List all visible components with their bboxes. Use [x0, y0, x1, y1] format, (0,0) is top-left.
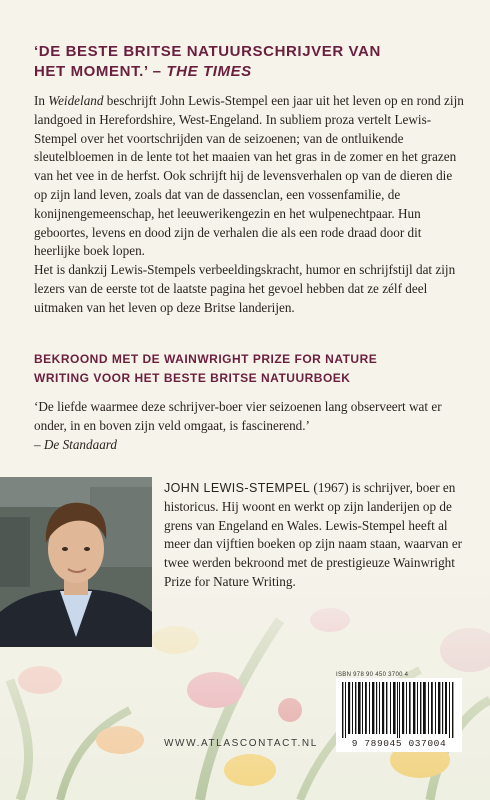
blurb-paragraph-1 — [34, 92, 464, 261]
award-line-2: WRITING VOOR HET BESTE BRITSE NATUURBOEK — [34, 371, 351, 385]
blurb-paragraph-2: Het is dankzij Lewis-Stempels verbeeldingskracht, humor en schrijfstijl dat zijn lezers van de eerste tot de laatste pagina het gevoel hebben dat ze zélf deel uitmaken van het leven op deze Britse landerijen. — [34, 262, 456, 315]
isbn-label: ISBN 978 90 450 3700 4 — [336, 672, 409, 678]
author-portrait-icon — [0, 477, 152, 647]
author-photo — [0, 477, 152, 647]
headline-line-2 — [34, 62, 464, 82]
award-line-1: BEKROOND MET DE WAINWRIGHT PRIZE FOR NATURE — [34, 352, 378, 366]
headline-line-2-text: HET MOMENT.’ – — [34, 63, 162, 80]
blurb-prefix: In — [34, 93, 45, 108]
publisher-website[interactable]: WWW.ATLASCONTACT.NL — [164, 738, 318, 749]
author-name: JOHN LEWIS-STEMPEL — [164, 481, 311, 495]
blurb — [34, 92, 464, 318]
review-source: – De Standaard — [34, 436, 118, 452]
barcode-number: 9 789045 037004 — [336, 738, 462, 752]
headline-source: THE TIMES — [166, 63, 252, 80]
author-bio — [164, 479, 464, 592]
headline-quote — [34, 42, 464, 82]
author-bio-text: (1967) is schrijver, boer en historicus. Hij woont en werkt op zijn landerijen op de grens van Engeland en Wales. Lewis-Stempel heeft al meer dan vijftien boeken op zijn naam staan, waarvan er twee werden bekroond met de prestigieuze Wainwright Prize for Nature Writing. — [164, 480, 463, 589]
barcode-icon — [336, 678, 462, 738]
review-text: ‘De liefde waarmee deze schrijver-boer vier seizoenen lang observeert wat er onder, in en boven zijn veld omgaat, is fascinerend.’ — [34, 399, 442, 433]
blurb-text: beschrijft John Lewis-Stempel een jaar uit het leven op en rond zijn landgoed in Herefordshire, West-Engeland. In subliem proza vertelt Lewis-Stempel over het voortschrijden van de seizoenen; van de ontluikende sleutelbloemen in de lente tot het maaien van het gras in de zomer en het grazen van het vee in de herfst. Ook schrijft hij de levensverhalen op van de dieren die op zijn land leven, zoals dat van de dassenclan, een vossenfamilie, de konijnengemeenschap, het leeuwerikengezin en het wulpenechtpaar. Hun geboortes, levens en dood zijn de verhalen die als een rode draad door dit heerlijke boek lopen. — [34, 93, 464, 259]
press-review — [34, 398, 464, 454]
book-title: Weideland — [48, 93, 104, 108]
barcode — [336, 678, 462, 738]
headline-line-1: ‘DE BESTE BRITSE NATUURSCHRIJVER VAN — [34, 43, 381, 60]
award-note — [34, 350, 464, 388]
